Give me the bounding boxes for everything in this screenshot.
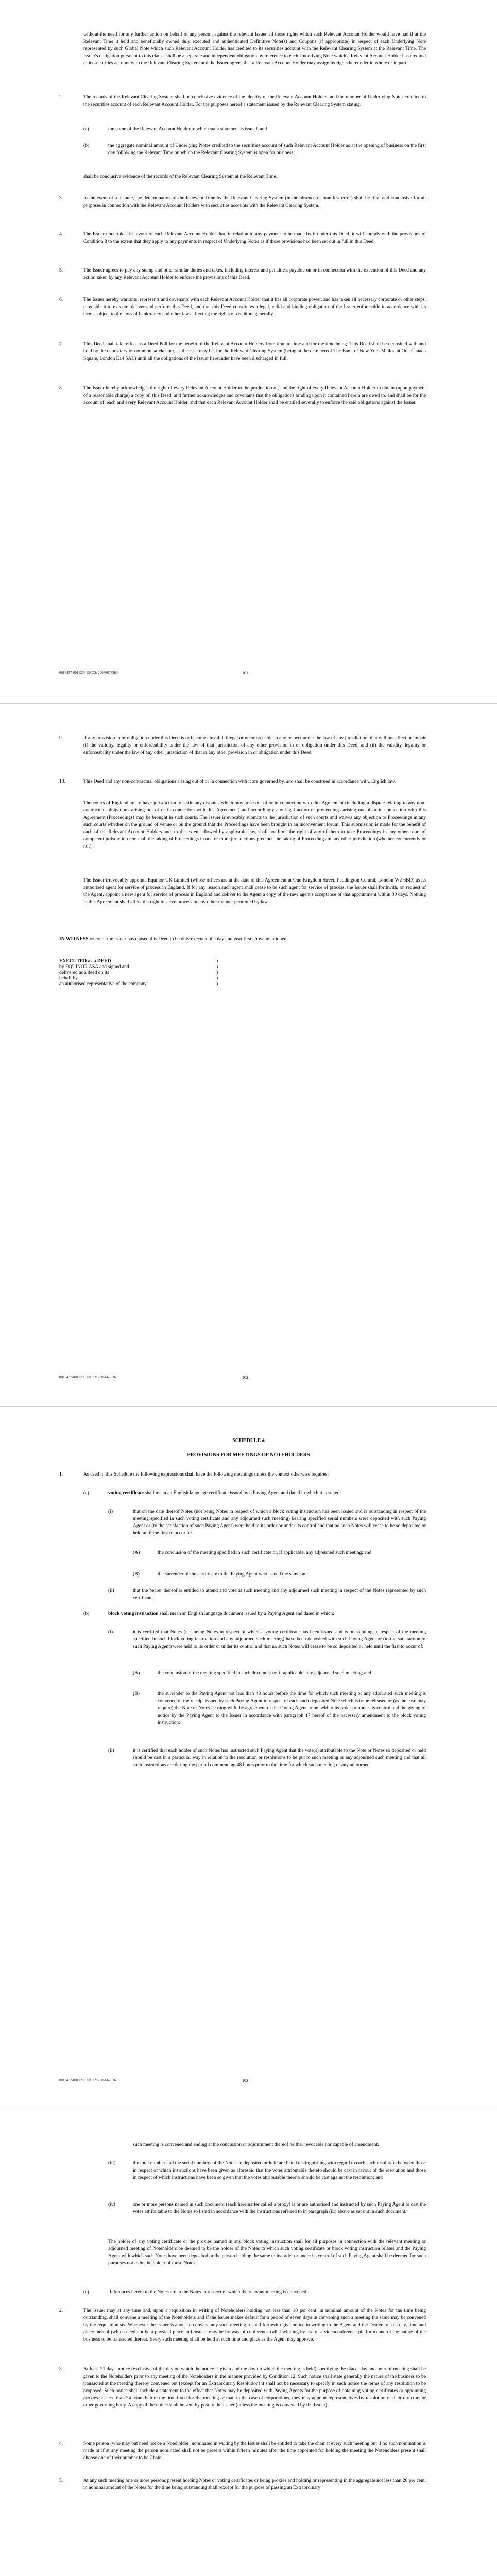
clause-7: This Deed shall take effect as a Deed Poll for the benefit of the Relevant Account Holders from time to time and for the time being. This Deed shall be deposited with and held by the depositary or common safekeeper, as the case may be, for the Relevant Clearing System (being at the date hereof The Bank of New York Mellon at One Canada Square, London E14 5AL) until all the obligations of the Issuer hereunder have been discharged in full. bbox=[83, 341, 426, 361]
process-agent-paragraph: The Issuer irrevocably appoints Equinor UK Limited (whose offices are at the date of this Agreement at One Kingdom Street, Paddington Central, London W2 6BD) as its authorised agent for service of process in England. If for any reason such agent shall cease to be such agent for service of process, the Issuer shall forthwith, on request of the Agent, appoint a new agent for service of process in England and deliver to the Agent a copy of the new agent's acceptance of that appointment within 30 days. Nothing in this Agreement shall affect the right to serve process in any other manner permitted by law. bbox=[83, 877, 426, 905]
block-voting-ii: it is certified that each holder of such Notes has instructed such Paying Agent that the vote(s) attributable to the Note or Notes so deposited or held should be cast in a particular way in relation to the resolution or resolutions to be put to such meeting or any adjourned such meeting and that all such instructions are during the period commencing 48 hours prior to the time for which such meeting or any adjourned bbox=[133, 1748, 426, 1768]
defined-term: block voting instruction bbox=[108, 1611, 159, 1616]
voting-certificate-definition bbox=[108, 1489, 426, 1497]
clause-number: 5. bbox=[59, 2478, 63, 2483]
bracket: ) bbox=[216, 970, 218, 975]
item-label: (a) bbox=[83, 126, 89, 132]
clause-3: In the event of a dispute, the determination of the Relevant Time by the Relevant Clearing System (in the absence of manifest error) shall be final and conclusive for all purposes in connection with the Relevant Account Holders with securities accounts with the Relevant Clearing System. bbox=[83, 195, 426, 208]
in-witness-heading: IN WITNESS bbox=[59, 936, 89, 942]
clause-4: The Issuer undertakes in favour of each Relevant Account Holder that, in relation to any payment to be made by it under this Deed, it will comply with the provisions of Condition 8 to the extent that they apply to any payments in respect of Underlying Notes as if those provisions had been set out in full in this Deed. bbox=[83, 231, 426, 244]
item-label: (c) bbox=[83, 2289, 89, 2295]
clause-number: 9. bbox=[59, 735, 63, 741]
paragraph-5: At any such meeting one or more persons present holding Notes or voting certificates or being proxies and holding or representing in the aggregate not less than 20 per cent. in nominal amount of the Notes for the time being outstanding shall (except for the purpose of passing an Extraordinary bbox=[83, 2478, 426, 2490]
page-number: 101 bbox=[242, 671, 248, 675]
executed-as-deed: EXECUTED as a DEED bbox=[59, 958, 111, 964]
item-label: (B) bbox=[133, 1571, 140, 1577]
clause-number: 7. bbox=[59, 341, 63, 347]
block-voting-i-A: the conclusion of the meeting specified in such document or, if applicable, any adjourned such meeting; and bbox=[158, 1670, 371, 1676]
clause-number: 10. bbox=[59, 778, 65, 784]
schedule-heading: SCHEDULE 4 bbox=[232, 1438, 265, 1444]
voting-certificate-i-B: the surrender of the certificate to the Paying Agent who issued the same; and bbox=[158, 1571, 310, 1577]
page-number: 103 bbox=[242, 2078, 248, 2083]
block-voting-iii: the total number and the serial numbers of the Notes so deposited or held are listed distinguishing with regard to each such resolution between those in respect of which instructions have been given as aforesaid that the votes attributable thereto should be cast in favour of the resolution and those in respect of which instructions have been so given that the votes attributable thereto should be cast against the resolution; and bbox=[133, 2160, 426, 2180]
clause-number: 4. bbox=[59, 231, 63, 237]
bracket: ) bbox=[216, 958, 218, 964]
footer-reference: 0015437-0011206 UKO2: 2007667836.9 bbox=[59, 1375, 119, 1379]
clause-number: 2. bbox=[59, 94, 63, 100]
in-witness-clause bbox=[59, 936, 426, 943]
item-label: (b) bbox=[83, 1611, 90, 1616]
clause-number: 2. bbox=[59, 2308, 63, 2313]
block-voting-iv: one or more persons named in such document (each hereinafter called a proxy) is or are authorised and instructed by such Paying Agent to cast the votes attributable to the Notes so listed in accordance with the instructions referred to in paragraph (iii) above as set out in such document. bbox=[133, 2201, 426, 2214]
paragraph-4: Some person (who may but need not be a Noteholder) nominated in writing by the Issuer shall be entitled to take the chair at every such meeting but if no such nomination is made or if at any meeting the person nominated shall not be present within fifteen minutes after the time appointed for holding the meeting the Noteholders present shall choose one of their number to be Chair. bbox=[83, 2441, 426, 2461]
item-label: (i) bbox=[108, 1629, 113, 1635]
jurisdiction-paragraph: The courts of England are to have jurisdiction to settle any disputes which may arise out of or in connection with this Agreement (including a dispute relating to any non-contractual obligations arising out of or in connection with this Agreement) and accordingly any legal action or proceedings arising out of or in connection with this Agreement (Proceedings) may be brought in such courts. The Issuer irrevocably submits to the jurisdiction of such courts and waives any objection to Proceedings in any such courts whether on the ground of venue or on the ground that the Proceedings have been brought in an inconvenient forum. This submission is made for the benefit of each of the Relevant Account Holders and, to the extent allowed by applicable law, shall not limit the right of any of them to take Proceedings in any other court of competent jurisdiction nor shall the taking of Proceedings in one or more jurisdictions preclude the taking of Proceedings in any other jurisdiction (whether concurrently or not). bbox=[83, 800, 426, 849]
execution-block bbox=[59, 958, 214, 987]
clause-5: The Issuer agrees to pay any stamp and other similar duties and taxes, including interest and penalties, payable on or in connection with the execution of this Deed and any action taken by any Relevant Account Holder to enforce the provisions of this Deed. bbox=[83, 267, 426, 280]
item-label: (iv) bbox=[108, 2201, 115, 2207]
clause-2-b: the aggregate nominal amount of Underlying Notes credited to the securities account of such Relevant Account Holder as at the opening of business on the first day following the Relevant Time on which the Relevant Clearing System is open for business, bbox=[108, 143, 426, 156]
item-label: (B) bbox=[133, 1691, 140, 1697]
conclusive-statement: shall be conclusive evidence of the records of the Relevant Clearing System at the Relevant Time. bbox=[83, 174, 278, 179]
item-label: (A) bbox=[133, 1550, 140, 1555]
clause-number: 3. bbox=[59, 195, 63, 201]
footer-reference: 0015437-0011206 UKO2: 2007667836.9 bbox=[59, 2078, 119, 2082]
clause-number: 8. bbox=[59, 385, 63, 391]
block-voting-i: it is certified that Notes (not being Notes in respect of which a voting certificate has been issued and is outstanding in respect of the meeting specified in such block voting instruction and any adjourned such meeting) have been deposited with such Paying Agent or (to the satisfaction of such Paying Agent) were held to its order or under its control and that no such Notes will cease to be so deposited or held until the first to occur of: bbox=[133, 1629, 426, 1649]
holder-paragraph: The holder of any voting certificate or the proxies named in any block voting instruction shall for all purposes in connection with the relevant meeting or adjourned meeting of Noteholders be deemed to be the holder of the Notes to which such voting certificate or block voting instruction relates and the Paying Agent with which such Notes have been deposited or the person holding the same to its order or under its control of such Paying Agent shall be deemed for such purposes not to be the holder of those Notes. bbox=[108, 2239, 426, 2266]
voting-certificate-i: that on the date thereof Notes (not being Notes in respect of which a block voting instruction has been issued and is outstanding in respect of the meeting specified in such voting certificate and any adjourned such meeting) bearing specified serial numbers were deposited with such Paying Agent or (to the satisfaction of such Paying Agent) were held to its order or under its control and that no such Notes will cease to be so deposited or held until the first to occur of: bbox=[133, 1509, 426, 1536]
clause-number: 1. bbox=[59, 1471, 63, 1477]
block-voting-ii-continued: such meeting is convened and ending at the conclusion or adjournment thereof neither revocable nor capable of amendment; bbox=[133, 2142, 379, 2147]
clause-8: The Issuer hereby acknowledges the right of every Relevant Account Holder to the production of, and the right of every Relevant Account Holder to obtain (upon payment of a reasonable charge) a copy of, this Deed, and further acknowledges and covenants that the obligations binding upon it contained herein are owed to, and shall be for the account of, each and every Relevant Account Holder, and that each Relevant Account Holder shall be entitled severally to enforce the said obligations against the Issuer. bbox=[83, 385, 426, 405]
execution-line: delivered as a deed on its bbox=[59, 970, 109, 975]
execution-line: an authorised representative of the company bbox=[59, 981, 147, 987]
item-label: (iii) bbox=[108, 2160, 116, 2166]
bracket: ) bbox=[216, 981, 218, 987]
clause-number: 3. bbox=[59, 2366, 63, 2372]
item-label: (A) bbox=[133, 1670, 140, 1676]
item-label: (a) bbox=[83, 1490, 89, 1496]
clause-number: 5. bbox=[59, 267, 63, 273]
execution-line: by EQUINOR ASA and signed and bbox=[59, 964, 129, 970]
execution-brackets bbox=[216, 958, 227, 987]
bracket: ) bbox=[216, 975, 218, 981]
bracket: ) bbox=[216, 964, 218, 970]
document-page-104 bbox=[0, 2110, 497, 2576]
execution-line: behalf by bbox=[59, 975, 78, 981]
paragraph-2: The Issuer may at any time and, upon a requisition in writing of Noteholders holding not less than 10 per cent. in nominal amount of the Notes for the time being outstanding, shall convene a meeting of the Noteholders and if the Issuer makes default for a period of seven days in convening such a meeting the same may be convened by the requisitionists. Whenever the Issuer is about to convene any such meeting it shall forthwith give notice in writing to the Agent and the Dealers of the day, time and place thereof (which need not be a physical place and instead may be by way of conference call, including by use of a videoconference platform) and of the nature of the business to be transacted thereat. Every such meeting shall be held at such time and place as the Agent may approve. bbox=[83, 2308, 426, 2342]
item-label: (b) bbox=[83, 143, 90, 148]
item-label: (ii) bbox=[108, 1588, 114, 1594]
definition-text: shall mean an English language document issued by a Paying Agent and dated in which: bbox=[159, 1611, 334, 1616]
voting-certificate-ii: that the bearer thereof is entitled to attend and vote at such meeting and any adjourned such meeting in respect of the Notes represented by such certificate; bbox=[133, 1588, 426, 1601]
document-page-101 bbox=[0, 0, 497, 703]
item-label: (i) bbox=[108, 1509, 113, 1514]
voting-certificate-i-A: the conclusion of the meeting specified in such certificate or, if applicable, any adjourned such meeting; and bbox=[158, 1550, 372, 1555]
in-witness-text: whereof the Issuer has caused this Deed to be duly executed the day and year first above mentioned. bbox=[90, 936, 288, 942]
definitions-intro: As used in this Schedule the following expressions shall have the following meanings unless the context otherwise requires: bbox=[83, 1471, 329, 1477]
clause-2-a: the name of the Relevant Account Holder to which such statement is issued; and bbox=[108, 126, 267, 132]
document-page-102 bbox=[0, 704, 497, 1406]
schedule-title: PROVISIONS FOR MEETINGS OF NOTEHOLDERS bbox=[187, 1452, 310, 1458]
document-page-103 bbox=[0, 1407, 497, 2110]
item-label: (ii) bbox=[108, 1748, 114, 1753]
defined-term: voting certificate bbox=[108, 1490, 144, 1496]
paragraph-3: At least 21 days' notice (exclusive of the day on which the notice is given and the day on which the meeting is held) specifying the place, day and hour of meeting shall be given to the Noteholders prior to any meeting of the Noteholders in the manner provided by Condition 12. Such notice shall state generally the nature of the business to be transacted at the meeting thereby convened but (except for an Extraordinary Resolution) it shall not be necessary to specify in such notice the terms of any resolution to be proposed. Such notice shall include a statement to the effect that Notes may be deposited with Paying Agents for the purpose of obtaining voting certificates or appointing proxies not less than 24 hours before the time fixed for the meeting or that, in the case of corporations, they may appoint representatives by resolution of their directors or other governing body. A copy of the notice shall be sent by post to the Issuer (unless the meeting is convened by the Issuer). bbox=[83, 2366, 426, 2408]
footer-reference: 0015437-0011206 UKO2: 2007667836.9 bbox=[59, 671, 119, 675]
block-voting-instruction-definition bbox=[108, 1610, 426, 1617]
clause-number: 6. bbox=[59, 297, 63, 302]
clause-6: The Issuer hereby warrants, represents and covenants with each Relevant Account Holder that it has all corporate power, and has taken all necessary corporate or other steps, to enable it to execute, deliver and perform this Deed, and that this Deed constitutes a legal, valid and binding obligation of the Issuer enforceable in accordance with its terms subject to the laws of bankruptcy and other laws affecting the rights of creditors generally. bbox=[83, 297, 426, 317]
clause-9: If any provision in or obligation under this Deed is or becomes invalid, illegal or unenforceable in any respect under the law of any jurisdiction, that will not affect or impair (i) the validity, legality or enforceability under the law of that jurisdiction of any other provision in or obligation under this Deed, and (ii) the validity, legality or enforceability under the law of any other jurisdiction of that or any other provision in or obligation under this Deed. bbox=[83, 735, 426, 755]
clause-2: The records of the Relevant Clearing System shall be conclusive evidence of the identity of the Relevant Account Holders and the number of Underlying Notes credited to the securities account of each Relevant Account Holder. For the purposes hereof a statement issued by the Relevant Clearing System stating: bbox=[83, 94, 426, 107]
page-number: 102 bbox=[242, 1375, 248, 1380]
definition-text: shall mean an English language certificate issued by a Paying Agent and dated in which it is stated: bbox=[145, 1490, 341, 1496]
definition-c: References herein to the Notes are to the Notes in respect of which the relevant meeting is convened. bbox=[108, 2289, 308, 2295]
block-voting-i-B: the surrender to the Paying Agent not less than 48 hours before the time for which such meeting or any adjourned such meeting is convened of the receipt issued by such Paying Agent in respect of each such deposited Note which is to be released or (as the case may require) the Note or Notes ceasing with the agreement of the Paying Agent to be held to its order or under its control and the giving of notice by the Paying Agent to the Issuer in accordance with paragraph 17 hereof of the necessary amendment to the block voting instruction; bbox=[158, 1691, 426, 1725]
clause-number: 4. bbox=[59, 2441, 63, 2446]
clause-10: This Deed and any non-contractual obligations arising out of or in connection with it are governed by, and shall be construed in accordance with, English law. bbox=[83, 778, 396, 784]
intro-paragraph: without the need for any further action on behalf of any person, against the relevant Issuer all those rights which such Relevant Account Holder would have had if at the Relevant Time it held and beneficially owned duly executed and authenticated Definitive Note(s) and Coupons (if appropriate) in respect of each Underlying Note represented by such Global Note which such Relevant Account Holder has credited to its securities account with the Relevant Clearing System at the Relevant Time. The Issuer's obligation pursuant to this clause shall be a separate and independent obligation by reference to each Underlying Note which a Relevant Account Holder has credited to its securities account with the Relevant Clearing System and the Issuer agrees that a Relevant Account Holder may assign its rights hereunder in whole or in part. bbox=[83, 31, 426, 66]
